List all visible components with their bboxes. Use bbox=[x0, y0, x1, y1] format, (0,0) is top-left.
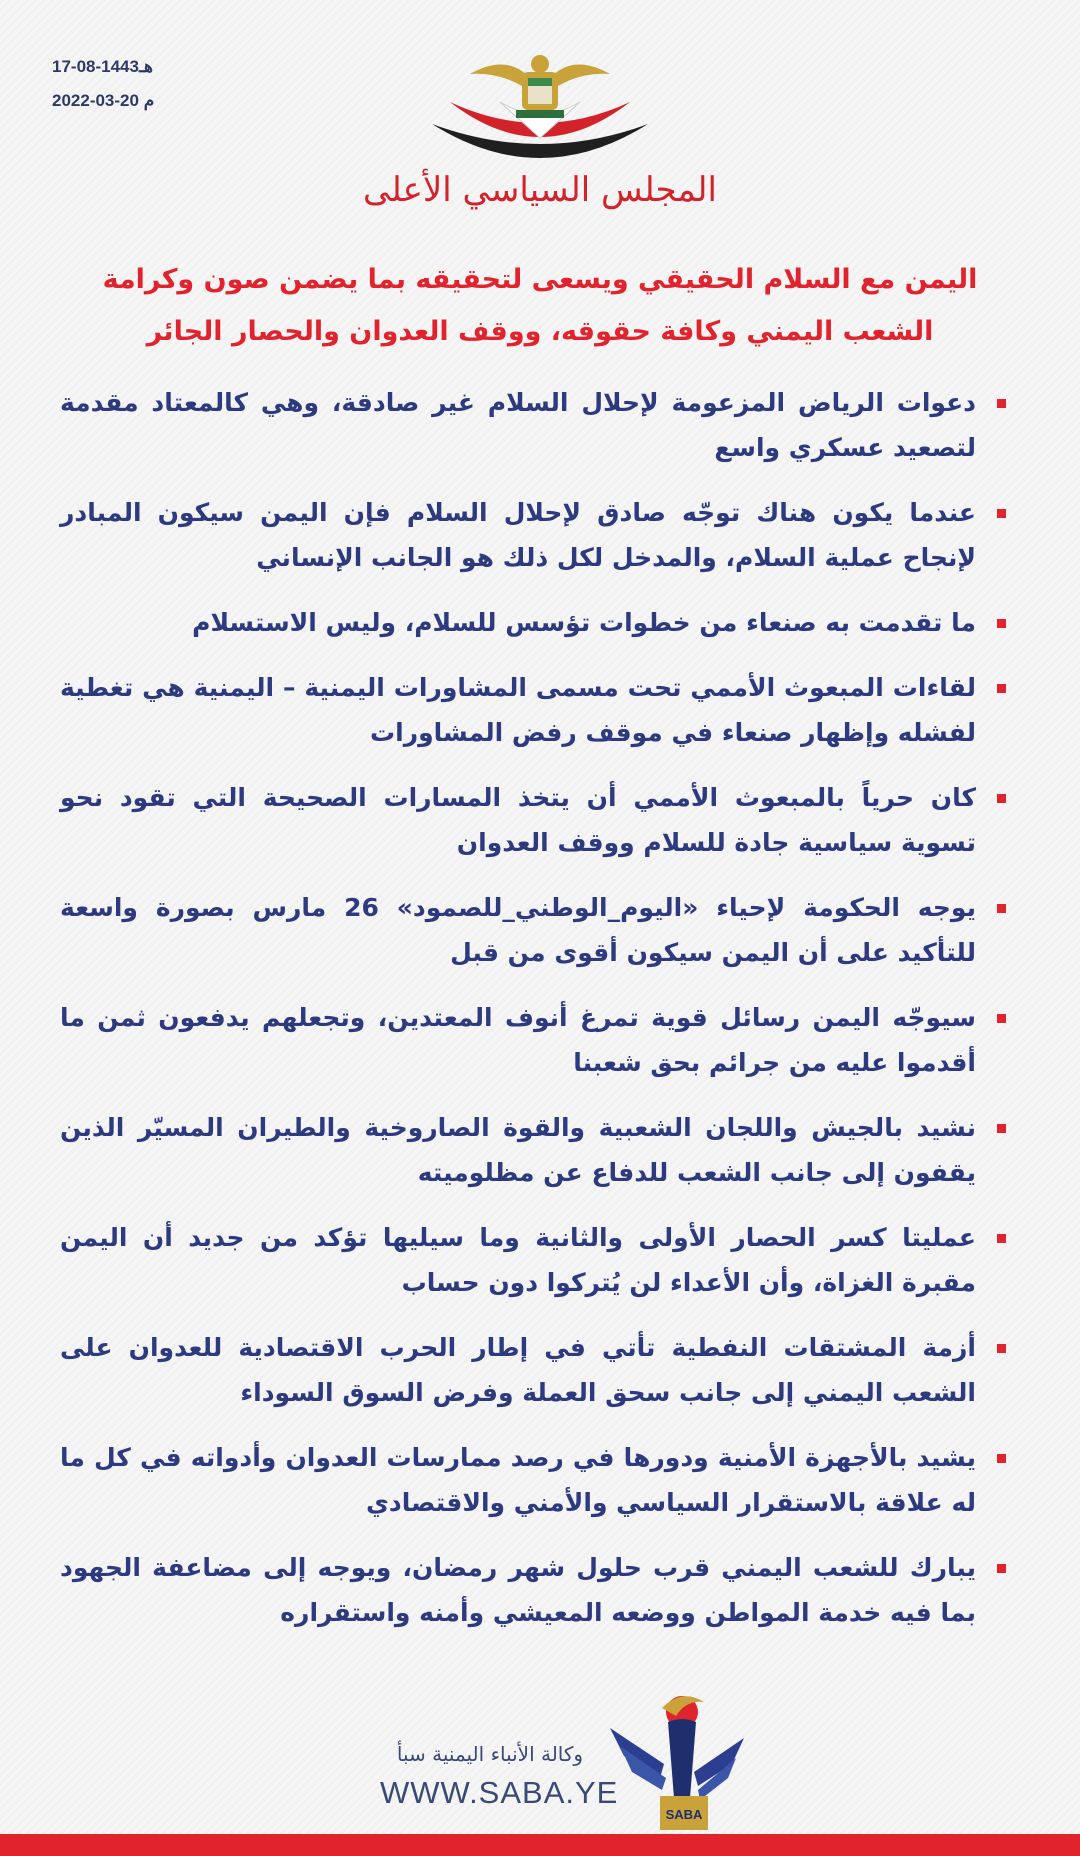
list-item bbox=[60, 1215, 1010, 1305]
bullet-square-icon bbox=[997, 1124, 1006, 1133]
list-item bbox=[60, 995, 1010, 1085]
bullet-square-icon bbox=[997, 684, 1006, 693]
gregorian-date: 2022-03-20 م bbox=[52, 91, 155, 110]
point-text: سيوجّه اليمن رسائل قوية تمرغ أنوف المعتدين، وتجعلهم يدفعون ثمن ما أقدموا عليه من جرائم بحق شعبنا bbox=[60, 1003, 976, 1077]
list-item bbox=[60, 1435, 1010, 1525]
list-item bbox=[60, 490, 1010, 580]
agency-credit bbox=[380, 1738, 619, 1816]
headline-line-1: اليمن مع السلام الحقيقي ويسعى لتحقيقه بما يضمن صون وكرامة bbox=[102, 264, 978, 295]
council-name: المجلس السياسي الأعلى bbox=[363, 170, 717, 210]
bullet-square-icon bbox=[997, 1344, 1006, 1353]
point-text: عندما يكون هناك توجّه صادق لإحلال السلام فإن اليمن سيكون المبادر لإنجاح عملية السلام، والمدخل لكل ذلك هو الجانب الإنساني bbox=[60, 498, 976, 572]
point-text: أزمة المشتقات النفطية تأتي في إطار الحرب الاقتصادية للعدوان على الشعب اليمني إلى جانب سحق العملة وفرض السوق السوداء bbox=[60, 1333, 976, 1407]
list-item bbox=[60, 380, 1010, 470]
bullet-square-icon bbox=[997, 904, 1006, 913]
bullet-square-icon bbox=[997, 1564, 1006, 1573]
list-item bbox=[60, 665, 1010, 755]
bullet-square-icon bbox=[997, 794, 1006, 803]
yemen-eagle-emblem-icon bbox=[430, 42, 650, 242]
point-text: عمليتا كسر الحصار الأولى والثانية وما سيليها تؤكد من جديد أن اليمن مقبرة الغزاة، وأن الأعداء لن يُتركوا دون حساب bbox=[60, 1223, 976, 1297]
headline bbox=[80, 254, 1000, 358]
bullet-square-icon bbox=[997, 1234, 1006, 1243]
headline-line-2: الشعب اليمني وكافة حقوقه، ووقف العدوان والحصار الجائر bbox=[146, 316, 934, 347]
point-text: كان حرياً بالمبعوث الأممي أن يتخذ المسارات الصحيحة التي تقود نحو تسوية سياسية جادة للسلام ووقف العدوان bbox=[60, 783, 976, 857]
bullet-square-icon bbox=[997, 399, 1006, 408]
list-item bbox=[60, 600, 1010, 645]
bottom-accent-bar bbox=[0, 1834, 1080, 1856]
point-text: يشيد بالأجهزة الأمنية ودورها في رصد ممارسات العدوان وأدواته في كل ما له علاقة بالاستقرار السياسي والأمني والاقتصادي bbox=[60, 1443, 976, 1517]
agency-name: وكالة الأنباء اليمنية سبأ bbox=[396, 1742, 584, 1766]
point-text: دعوات الرياض المزعومة لإحلال السلام غير صادقة، وهي كالمعتاد مقدمة لتصعيد عسكري واسع bbox=[60, 388, 976, 462]
bullet-square-icon bbox=[997, 619, 1006, 628]
point-text: يبارك للشعب اليمني قرب حلول شهر رمضان، ويوجه إلى مضاعفة الجهود بما فيه خدمة المواطن ووضعه المعيشي وأمنه واستقراره bbox=[60, 1553, 976, 1627]
saba-logo-text: SABA bbox=[665, 1807, 703, 1822]
bullet-square-icon bbox=[997, 1014, 1006, 1023]
point-text: نشيد بالجيش واللجان الشعبية والقوة الصاروخية والطيران المسيّر الذين يقفون إلى جانب الشعب للدفاع عن مظلوميته bbox=[60, 1113, 976, 1187]
list-item bbox=[60, 1545, 1010, 1635]
bullet-square-icon bbox=[997, 1454, 1006, 1463]
statement-points-list bbox=[60, 380, 1010, 1655]
saba-bird-logo-icon bbox=[602, 1686, 752, 1836]
list-item bbox=[60, 775, 1010, 865]
bullet-square-icon bbox=[997, 509, 1006, 518]
list-item bbox=[60, 1105, 1010, 1195]
list-item bbox=[60, 1325, 1010, 1415]
point-text: لقاءات المبعوث الأممي تحت مسمى المشاورات اليمنية – اليمنية هي تغطية لفشله وإظهار صنعاء في موقف رفض المشاورات bbox=[60, 673, 976, 747]
point-text: ما تقدمت به صنعاء من خطوات تؤسس للسلام، وليس الاستسلام bbox=[192, 608, 976, 637]
date-block bbox=[52, 50, 154, 118]
point-text: يوجه الحكومة لإحياء «اليوم_الوطني_للصمود» 26 مارس بصورة واسعة للتأكيد على أن اليمن سيكون أقوى من قبل bbox=[60, 893, 976, 967]
hijri-date: 17-08-1443هـ bbox=[52, 57, 153, 76]
agency-website-link[interactable]: WWW.SABA.YE bbox=[380, 1775, 619, 1810]
list-item bbox=[60, 885, 1010, 975]
